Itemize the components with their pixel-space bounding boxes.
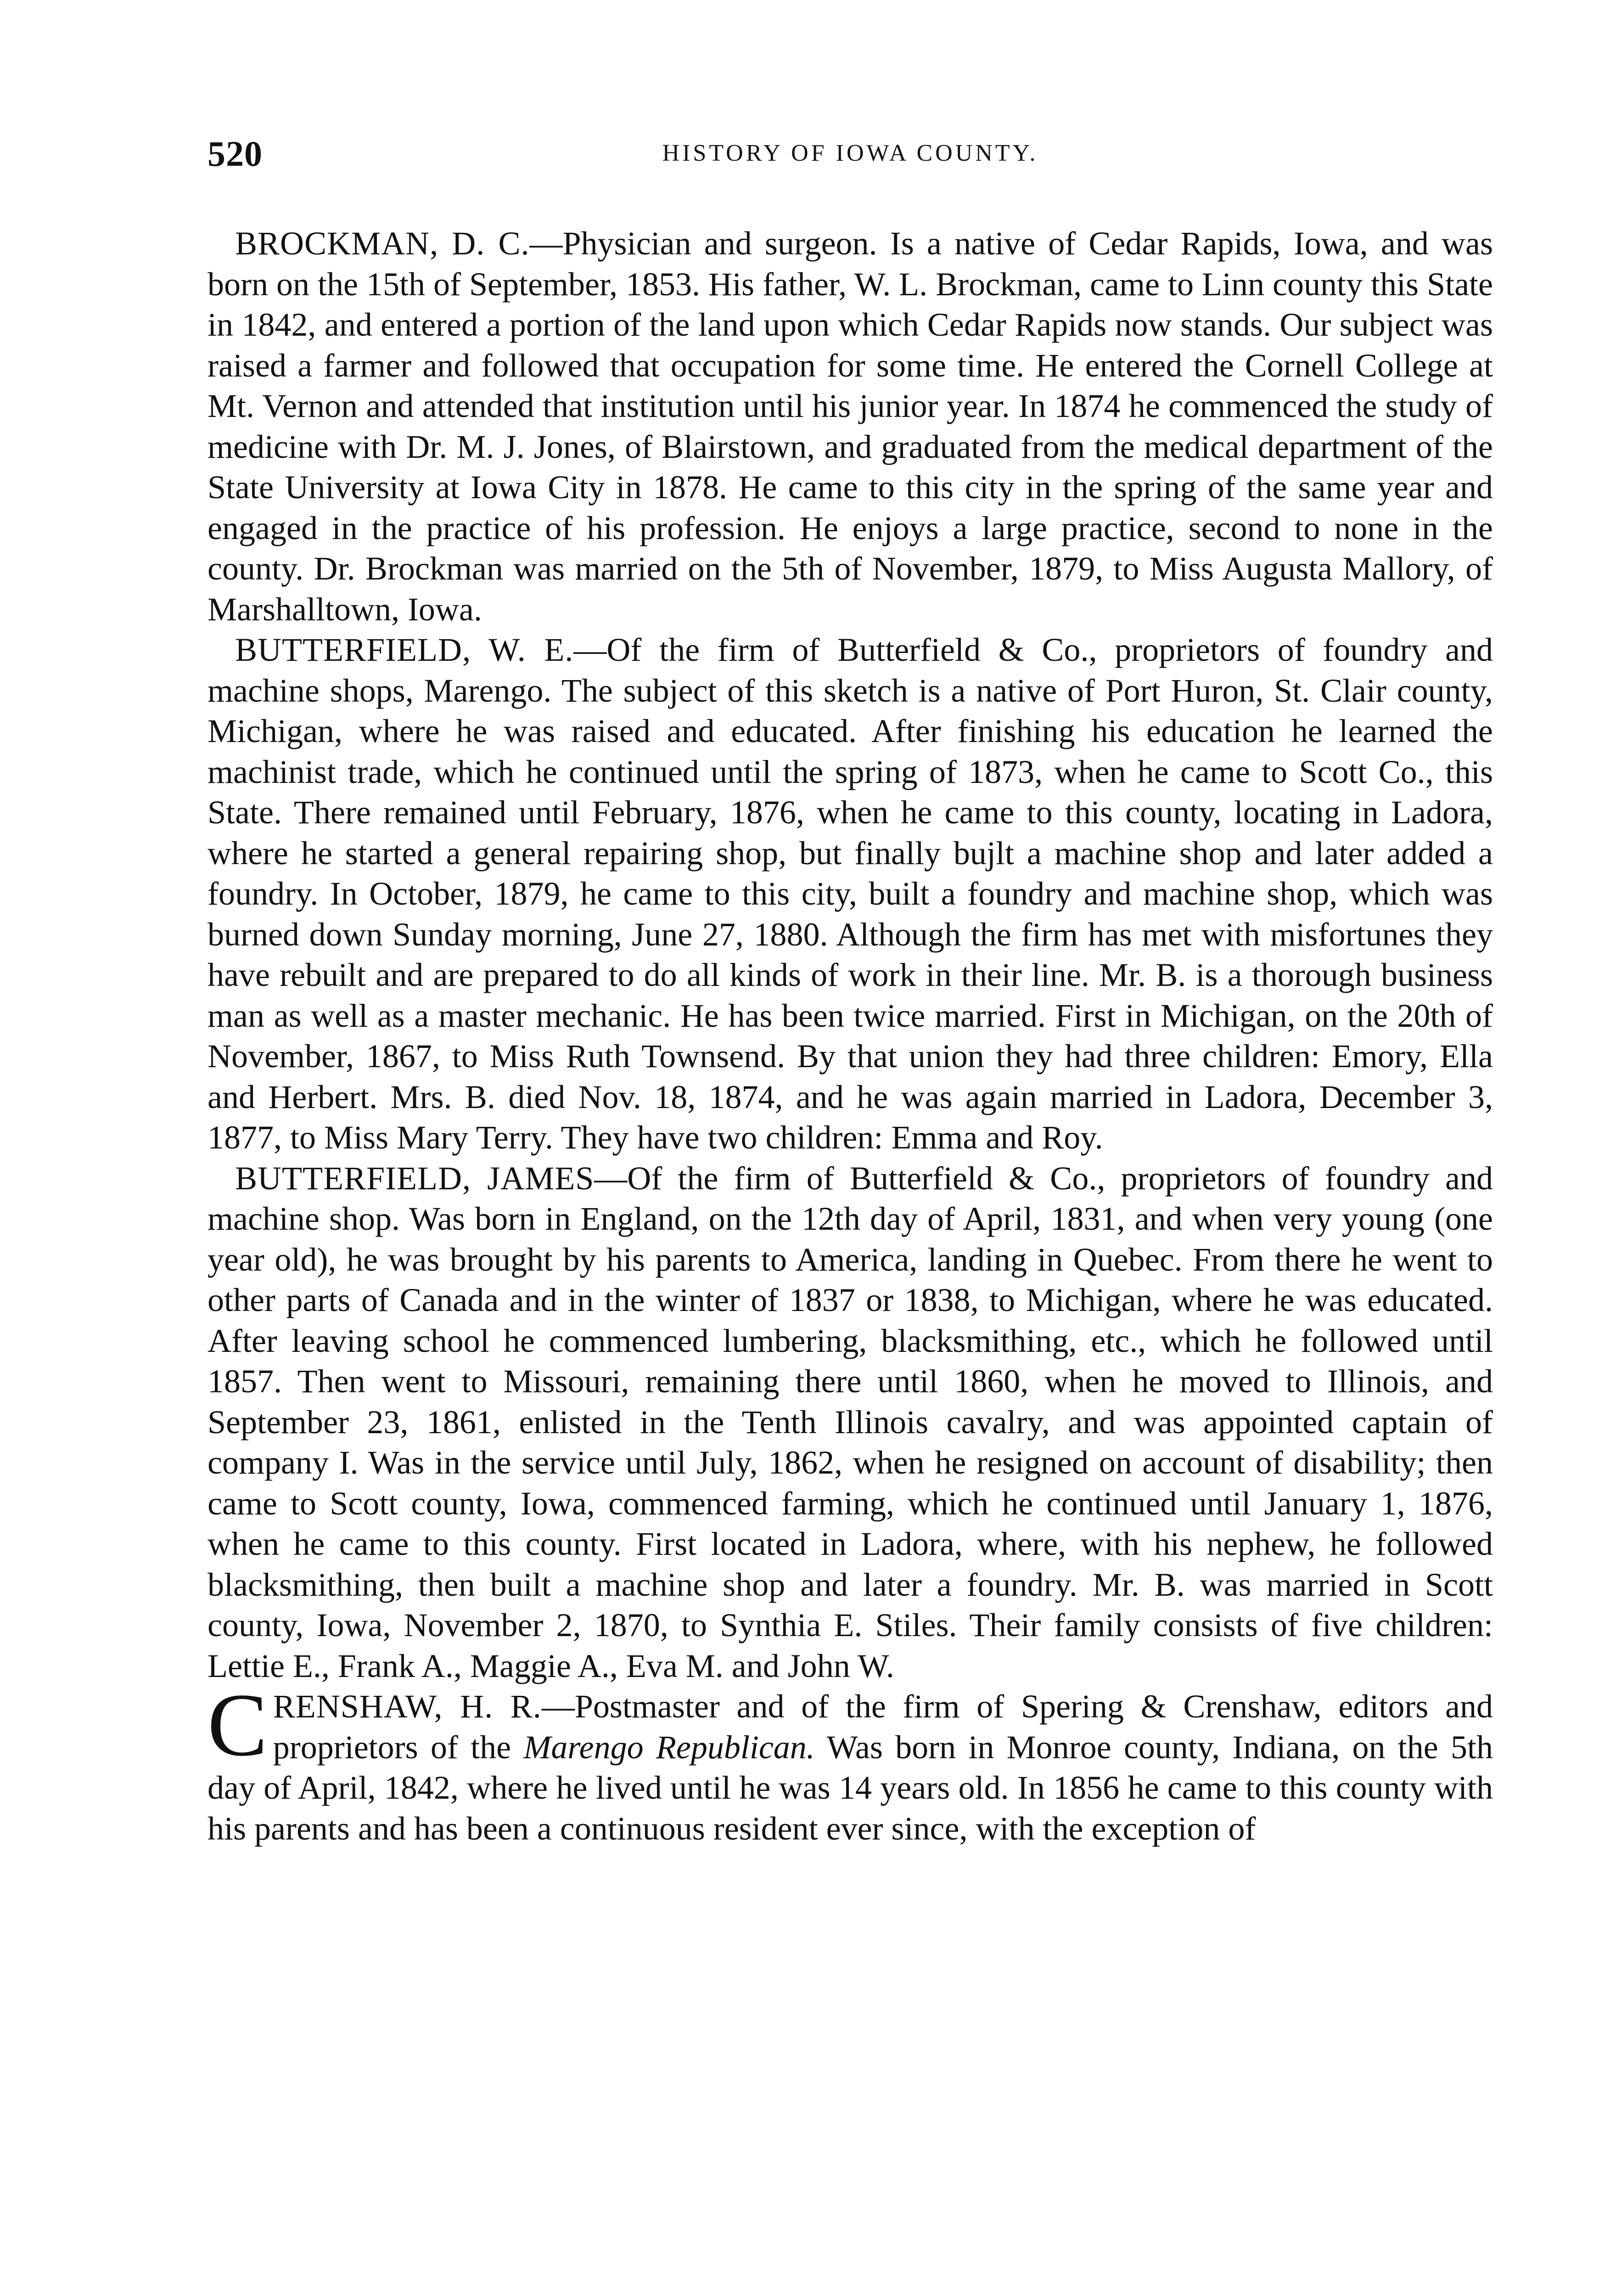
biography-entry-brockman xyxy=(208,223,1493,630)
drop-cap: C xyxy=(208,1675,268,1775)
entry-text: Was born in Monroe county, Indiana, on the 5th day of April, 1842, where he lived until he was 14 years old. In 1856 he came to this county with his parents and has been a continuous resident ever since, with the exception of xyxy=(208,1728,1493,1847)
entry-text: —Physician and surgeon. Is a native of Cedar Rapids, Iowa, and was born on the 15th of September, 1853. His father, W. L. Brockman, came to Linn county this State in 1842, and entered a portion of the land upon which Cedar Rapids now stands. Our subject was raised a farmer and followed that occupation for some time. He entered the Cornell College at Mt. Vernon and attended that institution until his junior year. In 1874 he commenced the study of medicine with Dr. M. J. Jones, of Blairstown, and graduated from the medical department of the State University at Iowa City in 1878. He came to this city in the spring of the same year and engaged in the practice of his profession. He enjoys a large practice, second to none in the county. Dr. Brockman was married on the 5th of November, 1879, to Miss Augusta Mallory, of Marshalltown, Iowa. xyxy=(208,225,1493,628)
newspaper-title: Marengo Republican. xyxy=(523,1728,815,1766)
entry-name: RENSHAW, H. R. xyxy=(273,1688,542,1725)
biography-entry-butterfield-james xyxy=(208,1158,1493,1687)
book-page xyxy=(208,133,1493,2296)
entry-name: BUTTERFIELD, W. E. xyxy=(235,631,574,668)
entry-text: —Postmaster and of the firm of Spering & Crenshaw, editors and proprietors of the xyxy=(273,1688,1493,1766)
entry-text: —Of the firm of Butterfield & Co., proprietors of foundry and machine shop. Was born in England, on the 12th day of April, 1831, and when very young (one year old), he was brought by his parents to America, landing in Quebec. From there he went to other parts of Canada and in the winter of 1837 or 1838, to Michigan, where he was educated. After leaving school he commenced lumbering, blacksmithing, etc., which he followed until 1857. Then went to Missouri, remaining there until 1860, when he moved to Illinois, and September 23, 1861, enlisted in the Tenth Illinois cavalry, and was appointed captain of company I. Was in the service until July, 1862, when he resigned on account of disability; then came to Scott county, Iowa, commenced farming, which he continued until January 1, 1876, when he came to this county. First located in Ladora, where, with his nephew, he followed blacksmithing, then built a machine shop and later a foundry. Mr. B. was married in Scott county, Iowa, November 2, 1870, to Synthia E. Stiles. Their family consists of five children: Lettie E., Frank A., Maggie A., Eva M. and John W. xyxy=(208,1159,1493,1684)
running-title: HISTORY OF IOWA COUNTY. xyxy=(662,140,1038,166)
page-number: 520 xyxy=(208,134,263,174)
entry-name: BUTTERFIELD, JAMES xyxy=(235,1159,595,1197)
entry-text: —Of the firm of Butterfield & Co., proprietors of foundry and machine shops, Marengo. The subject of this sketch is a native of Port Huron, St. Clair county, Michigan, where he was raised and educated. After finishing his education he learned the machinist trade, which he continued until the spring of 1873, when he came to Scott Co., this State. There remained until February, 1876, when he came to this county, locating in Ladora, where he started a general repairing shop, but finally bujlt a machine shop and later added a foundry. In October, 1879, he came to this city, built a foundry and machine shop, which was burned down Sunday morning, June 27, 1880. Although the firm has met with misfortunes they have rebuilt and are prepared to do all kinds of work in their line. Mr. B. is a thorough business man as well as a master mechanic. He has been twice married. First in Michigan, on the 20th of November, 1867, to Miss Ruth Townsend. By that union they had three children: Emory, Ella and Herbert. Mrs. B. died Nov. 18, 1874, and he was again married in Ladora, December 3, 1877, to Miss Mary Terry. They have two children: Emma and Roy. xyxy=(208,631,1493,1156)
biography-entry-butterfield-we xyxy=(208,630,1493,1158)
entry-name: BROCKMAN, D. C. xyxy=(235,225,530,262)
biography-entry-crenshaw xyxy=(208,1675,1493,1849)
running-head xyxy=(208,133,1493,197)
